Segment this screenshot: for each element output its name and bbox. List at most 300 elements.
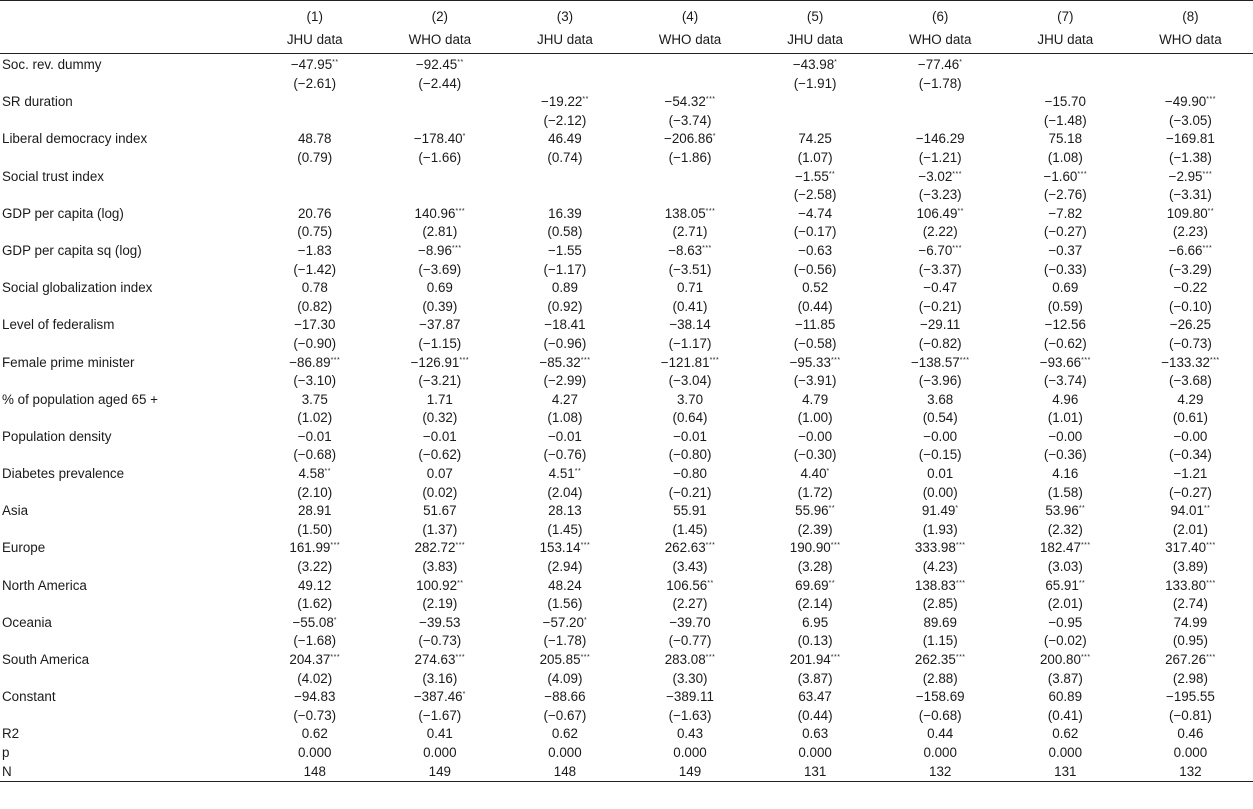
coefficient-value: −94.83 xyxy=(294,689,336,705)
coefficient-value: −1.21 xyxy=(1173,466,1208,482)
coefficient-value: 4.40 xyxy=(800,466,827,482)
stat-value: 148 xyxy=(553,763,577,779)
coefficient-value: 205.85 xyxy=(539,652,581,667)
tstat-cell xyxy=(377,186,502,205)
column-source-2: WHO data xyxy=(408,31,472,47)
tstat-cell: (0.32) xyxy=(422,410,458,426)
tstat-cell: (0.79) xyxy=(297,149,333,165)
tstat-cell: (−1.86) xyxy=(668,149,712,165)
variable-label: Social trust index xyxy=(2,168,104,184)
significance-stars: *** xyxy=(1202,170,1213,178)
tstat-cell: (−1.91) xyxy=(793,75,837,91)
tstat-cell: (−3.51) xyxy=(668,261,712,277)
tstat-cell: (−0.68) xyxy=(293,447,337,463)
coefficient-cell xyxy=(1128,577,1253,596)
coefficient-cell xyxy=(753,428,878,447)
coefficient-value: −0.01 xyxy=(422,428,457,444)
coefficient-value: 4.16 xyxy=(1052,466,1079,482)
coefficient-value: −2.95 xyxy=(1168,168,1203,184)
coefficient-value: 75.18 xyxy=(1048,131,1083,147)
coefficient-cell xyxy=(502,539,627,558)
tstat-cell: (−1.17) xyxy=(668,335,712,351)
coefficient-cell xyxy=(878,614,1003,633)
tstat-cell: (2.23) xyxy=(1172,224,1208,240)
tstat-cell: (4.02) xyxy=(297,670,333,686)
blank-label-cell xyxy=(0,335,252,354)
tstat-cell: (3.28) xyxy=(797,559,833,575)
coefficient-cell xyxy=(627,614,752,633)
column-source-6: WHO data xyxy=(908,31,972,47)
tstat-cell: (−0.21) xyxy=(668,484,712,500)
blank-label-cell xyxy=(0,670,252,689)
coefficient-value: 200.80 xyxy=(1039,652,1081,667)
variable-label: Population density xyxy=(2,428,112,444)
coefficient-cell xyxy=(377,316,502,335)
coefficient-cell xyxy=(878,651,1003,670)
tstat-cell: (−0.17) xyxy=(793,224,837,240)
coefficient-value: 4.51 xyxy=(548,466,575,482)
tstat-cell: (1.62) xyxy=(297,596,333,612)
table-body xyxy=(0,54,1253,782)
coefficient-value: 60.89 xyxy=(1048,689,1083,705)
coefficient-cell xyxy=(377,205,502,224)
coefficient-cell xyxy=(1128,354,1253,373)
coefficient-cell xyxy=(627,168,752,187)
coefficient-value: −8.96 xyxy=(418,242,452,258)
coefficient-cell xyxy=(1128,428,1253,447)
tstat-cell: (0.41) xyxy=(672,298,708,314)
coefficient-cell xyxy=(252,205,377,224)
coefficient-row xyxy=(0,428,1253,447)
tstat-cell: (−0.62) xyxy=(418,447,462,463)
coefficient-cell xyxy=(627,316,752,335)
coefficient-value: 51.67 xyxy=(423,503,457,519)
tstat-cell: (3.87) xyxy=(797,670,833,686)
coefficient-cell xyxy=(1003,614,1128,633)
stat-value: 0.000 xyxy=(798,744,832,760)
coefficient-cell xyxy=(753,242,878,261)
tstat-cell: (2.74) xyxy=(1172,596,1208,612)
coefficient-value: 16.39 xyxy=(548,205,582,221)
tstat-cell: (2.14) xyxy=(797,596,833,612)
coefficient-cell xyxy=(753,130,878,149)
coefficient-cell xyxy=(1003,242,1128,261)
tstat-cell xyxy=(1003,75,1128,94)
blank-label-cell xyxy=(0,186,252,205)
coefficient-value: 267.26 xyxy=(1165,652,1207,667)
coefficient-cell xyxy=(377,354,502,373)
coefficient-value: −0.22 xyxy=(1173,280,1208,296)
coefficient-value: 138.05 xyxy=(664,205,706,221)
coefficient-value: 4.96 xyxy=(1052,391,1079,407)
stat-value: 0.000 xyxy=(423,744,457,760)
coefficient-value: −6.70 xyxy=(918,242,953,258)
tstat-row xyxy=(0,261,1253,280)
stat-value: 132 xyxy=(929,763,952,779)
tstat-row xyxy=(0,372,1253,391)
coefficient-cell xyxy=(1003,316,1128,335)
coefficient-value: −6.66 xyxy=(1168,242,1203,258)
stat-row-n xyxy=(0,763,1253,782)
coefficient-value: −1.83 xyxy=(297,242,332,258)
tstat-cell: (−0.68) xyxy=(918,707,962,723)
coefficient-value: 3.68 xyxy=(927,391,954,407)
significance-stars: ** xyxy=(1207,207,1215,215)
significance-stars: ** xyxy=(332,59,339,66)
significance-stars: *** xyxy=(1206,542,1216,550)
coefficient-cell xyxy=(753,54,878,75)
coefficient-value: −138.57 xyxy=(910,354,960,370)
tstat-cell: (0.44) xyxy=(797,707,833,723)
coefficient-value: 282.72 xyxy=(414,540,456,556)
coefficient-value: 4.58 xyxy=(298,466,325,482)
tstat-cell: (−3.96) xyxy=(918,373,962,389)
tstat-cell: (−3.29) xyxy=(1169,261,1212,277)
coefficient-cell xyxy=(878,168,1003,187)
tstat-cell xyxy=(1128,75,1253,94)
variable-label: GDP per capita (log) xyxy=(2,205,124,221)
variable-label: Female prime minister xyxy=(2,354,135,370)
coefficient-value: 153.14 xyxy=(539,540,581,556)
coefficient-cell xyxy=(377,577,502,596)
column-number-6: (6) xyxy=(932,8,949,24)
significance-stars: *** xyxy=(830,654,841,661)
coefficient-value: 204.37 xyxy=(289,652,331,667)
coefficient-cell xyxy=(1003,93,1128,112)
coefficient-value: 182.47 xyxy=(1039,540,1081,556)
significance-stars: *** xyxy=(1080,542,1091,550)
coefficient-value: 106.49 xyxy=(916,205,958,221)
tstat-cell: (−0.36) xyxy=(1043,447,1087,463)
coefficient-value: −0.80 xyxy=(673,466,707,482)
significance-stars: ** xyxy=(707,579,714,587)
significance-stars: *** xyxy=(455,654,466,661)
coefficient-cell xyxy=(627,688,752,707)
tstat-cell: (1.50) xyxy=(297,521,333,537)
coefficient-cell xyxy=(878,54,1003,75)
blank-label-cell xyxy=(0,409,252,428)
coefficient-cell xyxy=(502,428,627,447)
coefficient-cell xyxy=(377,428,502,447)
tstat-cell: (0.58) xyxy=(547,224,583,240)
coefficient-row xyxy=(0,614,1253,633)
blank-label-cell xyxy=(0,446,252,465)
blank-label-cell xyxy=(0,484,252,503)
column-source-8: WHO data xyxy=(1159,31,1222,47)
coefficient-value: 55.96 xyxy=(795,503,829,519)
coefficient-value: −55.08 xyxy=(292,614,334,630)
coefficient-cell xyxy=(1128,130,1253,149)
coefficient-cell xyxy=(252,539,377,558)
significance-stars: ** xyxy=(457,59,464,66)
coefficient-row xyxy=(0,651,1253,670)
coefficient-value: 48.24 xyxy=(548,577,582,593)
stat-value: 0.000 xyxy=(548,744,582,760)
coefficient-row xyxy=(0,391,1253,410)
tstat-cell: (1.45) xyxy=(672,521,708,537)
coefficient-row xyxy=(0,130,1253,149)
coefficient-value: −26.25 xyxy=(1169,317,1212,333)
significance-stars: ** xyxy=(574,468,582,476)
tstat-cell: (3.89) xyxy=(1172,559,1208,575)
coefficient-cell xyxy=(1128,651,1253,670)
tstat-cell: (0.82) xyxy=(297,298,333,314)
coefficient-value: 0.69 xyxy=(1052,280,1079,296)
blank-label-cell xyxy=(0,632,252,651)
coefficient-cell xyxy=(377,279,502,298)
tstat-cell xyxy=(627,186,752,205)
coefficient-cell xyxy=(1003,391,1128,410)
coefficient-cell xyxy=(878,465,1003,484)
tstat-row xyxy=(0,149,1253,168)
coefficient-cell xyxy=(878,279,1003,298)
tstat-cell: (3.30) xyxy=(672,670,708,686)
variable-label: Level of federalism xyxy=(2,317,115,333)
variable-label: GDP per capita sq (log) xyxy=(2,242,142,258)
tstat-row xyxy=(0,632,1253,651)
coefficient-value: −11.85 xyxy=(794,317,836,333)
significance-stars: *** xyxy=(705,654,716,661)
column-number-4: (4) xyxy=(681,8,699,24)
significance-stars: ** xyxy=(1203,505,1211,513)
significance-stars: ** xyxy=(1078,579,1086,587)
significance-stars: *** xyxy=(330,654,341,661)
coefficient-cell xyxy=(753,688,878,707)
tstat-cell: (−0.82) xyxy=(918,335,962,351)
coefficient-cell xyxy=(1003,539,1128,558)
coefficient-value: −0.00 xyxy=(1048,428,1083,444)
coefficient-cell xyxy=(878,688,1003,707)
blank-label-cell xyxy=(0,223,252,242)
coefficient-value: −121.81 xyxy=(660,354,710,370)
tstat-cell: (2.32) xyxy=(1047,521,1083,537)
tstat-cell: (−3.37) xyxy=(918,261,962,277)
tstat-cell: (0.00) xyxy=(922,484,958,500)
coefficient-cell xyxy=(1128,465,1253,484)
coefficient-cell xyxy=(1003,279,1128,298)
coefficient-row xyxy=(0,54,1253,75)
tstat-cell: (−0.77) xyxy=(668,633,712,649)
coefficient-cell xyxy=(377,688,502,707)
coefficient-row xyxy=(0,242,1253,261)
tstat-cell xyxy=(878,112,1003,131)
coefficient-value: 55.91 xyxy=(673,503,707,519)
tstat-cell xyxy=(627,75,752,94)
coefficient-cell xyxy=(252,651,377,670)
tstat-cell: (1.58) xyxy=(1047,484,1083,500)
coefficient-value: −0.01 xyxy=(547,428,582,444)
tstat-cell: (1.72) xyxy=(797,484,833,500)
blank-label-cell xyxy=(0,372,252,391)
coefficient-cell xyxy=(878,242,1003,261)
coefficient-value: −86.89 xyxy=(289,354,331,370)
stat-value: 132 xyxy=(1179,763,1202,779)
coefficient-cell xyxy=(753,539,878,558)
tstat-cell: (0.75) xyxy=(297,224,333,240)
coefficient-value: 49.12 xyxy=(297,577,332,593)
tstat-cell: (−1.42) xyxy=(293,261,337,277)
stat-value: 0.62 xyxy=(551,726,578,742)
coefficient-cell xyxy=(627,279,752,298)
tstat-cell: (2.98) xyxy=(1172,670,1208,686)
coefficient-row xyxy=(0,539,1253,558)
tstat-cell: (−1.67) xyxy=(418,707,462,723)
tstat-cell: (−2.76) xyxy=(1043,187,1087,203)
coefficient-cell xyxy=(878,205,1003,224)
coefficient-value: −0.00 xyxy=(1173,428,1208,444)
tstat-cell: (0.39) xyxy=(422,298,458,314)
coefficient-value: 333.98 xyxy=(914,540,956,556)
variable-label: North America xyxy=(2,577,87,593)
tstat-cell xyxy=(502,75,627,94)
coefficient-value: −8.63 xyxy=(668,242,703,258)
significance-stars: *** xyxy=(1081,356,1091,364)
coefficient-value: 317.40 xyxy=(1165,540,1207,556)
coefficient-value: 274.63 xyxy=(414,652,456,667)
tstat-cell: (1.01) xyxy=(1047,410,1083,426)
tstat-cell: (−3.69) xyxy=(418,261,462,277)
coefficient-value: 6.95 xyxy=(802,614,829,630)
coefficient-value: 4.79 xyxy=(802,391,829,407)
coefficient-value: 0.89 xyxy=(551,280,578,296)
significance-stars: *** xyxy=(455,542,466,550)
coefficient-cell xyxy=(502,577,627,596)
stat-value: 131 xyxy=(803,763,827,779)
coefficient-value: −389.11 xyxy=(666,689,714,705)
coefficient-value: 106.56 xyxy=(666,577,708,593)
tstat-cell xyxy=(252,186,377,205)
coefficient-cell xyxy=(252,577,377,596)
coefficient-cell xyxy=(377,93,502,112)
tstat-cell: (3.87) xyxy=(1047,670,1083,686)
blank-label-cell xyxy=(0,595,252,614)
coefficient-value: 262.63 xyxy=(664,540,706,556)
coefficient-cell xyxy=(252,93,377,112)
variable-label: Europe xyxy=(2,540,46,556)
tstat-row xyxy=(0,484,1253,503)
coefficient-value: −93.66 xyxy=(1039,354,1082,370)
tstat-cell: (0.64) xyxy=(672,410,708,426)
coefficient-row xyxy=(0,279,1253,298)
blank-label-cell xyxy=(0,521,252,540)
tstat-cell: (3.03) xyxy=(1047,559,1083,575)
tstat-cell: (1.56) xyxy=(547,596,583,612)
significance-stars: *** xyxy=(580,654,591,661)
tstat-cell: (0.02) xyxy=(422,484,458,500)
coefficient-row xyxy=(0,502,1253,521)
coefficient-value: 161.99 xyxy=(289,540,331,556)
tstat-cell: (2.01) xyxy=(1047,596,1083,612)
coefficient-cell xyxy=(502,354,627,373)
significance-stars: *** xyxy=(830,356,841,364)
variable-label: Social globalization index xyxy=(2,280,153,296)
tstat-cell: (4.09) xyxy=(547,670,583,686)
tstat-row xyxy=(0,409,1253,428)
coefficient-cell xyxy=(1128,168,1253,187)
coefficient-value: 109.80 xyxy=(1166,205,1208,221)
coefficient-cell xyxy=(627,391,752,410)
significance-stars: ** xyxy=(324,468,331,476)
coefficient-row xyxy=(0,205,1253,224)
stat-value: 0.46 xyxy=(1177,726,1204,742)
significance-stars: *** xyxy=(1209,356,1220,364)
tstat-cell: (1.07) xyxy=(797,149,833,165)
significance-stars: *** xyxy=(705,96,716,104)
tstat-cell: (1.37) xyxy=(422,521,458,537)
coefficient-cell xyxy=(1003,428,1128,447)
tstat-cell: (0.54) xyxy=(922,410,958,426)
tstat-cell: (−0.56) xyxy=(793,261,837,277)
tstat-cell: (0.13) xyxy=(797,633,833,649)
stat-value: 0.000 xyxy=(673,744,707,760)
tstat-row xyxy=(0,75,1253,94)
variable-label: SR duration xyxy=(2,94,73,110)
tstat-cell: (−0.21) xyxy=(918,298,962,314)
tstat-cell: (−3.31) xyxy=(1169,187,1212,203)
coefficient-cell xyxy=(502,54,627,75)
significance-stars: ** xyxy=(582,96,589,104)
significance-stars: *** xyxy=(1202,244,1213,252)
tstat-cell: (−2.12) xyxy=(543,112,587,128)
column-number-8: (8) xyxy=(1182,8,1199,24)
coefficient-cell xyxy=(878,130,1003,149)
coefficient-value: −85.32 xyxy=(539,354,581,370)
tstat-cell: (3.83) xyxy=(422,559,458,575)
coefficient-value: −29.11 xyxy=(920,317,961,333)
tstat-cell: (2.27) xyxy=(672,596,708,612)
coefficient-cell xyxy=(753,577,878,596)
tstat-cell: (2.71) xyxy=(672,224,708,240)
significance-stars: ** xyxy=(1078,505,1086,513)
tstat-cell: (−0.33) xyxy=(1043,261,1087,277)
coefficient-value: 91.49 xyxy=(921,503,956,519)
coefficient-value: 28.91 xyxy=(297,503,332,519)
coefficient-cell xyxy=(377,539,502,558)
tstat-cell: (−2.44) xyxy=(418,75,462,91)
coefficient-cell xyxy=(878,577,1003,596)
stat-value: 149 xyxy=(678,763,702,779)
coefficient-value: −3.02 xyxy=(918,168,953,184)
tstat-cell: (2.81) xyxy=(422,224,458,240)
significance-stars: *** xyxy=(709,356,720,364)
stat-label: N xyxy=(2,763,12,779)
coefficient-cell xyxy=(1003,168,1128,187)
coefficient-cell xyxy=(377,168,502,187)
tstat-cell: (2.39) xyxy=(797,521,833,537)
tstat-row xyxy=(0,521,1253,540)
coefficient-cell xyxy=(502,168,627,187)
tstat-cell: (−0.80) xyxy=(668,447,712,463)
tstat-row xyxy=(0,335,1253,354)
coefficient-cell xyxy=(1003,688,1128,707)
tstat-cell: (2.85) xyxy=(922,596,958,612)
coefficient-cell xyxy=(627,577,752,596)
significance-stars: ** xyxy=(957,207,964,215)
coefficient-row xyxy=(0,465,1253,484)
coefficient-value: −0.01 xyxy=(673,428,707,444)
tstat-cell: (−0.76) xyxy=(543,447,587,463)
coefficient-cell xyxy=(878,391,1003,410)
coefficient-cell xyxy=(627,651,752,670)
coefficient-cell xyxy=(753,391,878,410)
coefficient-value: −0.37 xyxy=(1048,242,1083,258)
coefficient-cell xyxy=(627,502,752,521)
coefficient-value: −1.55 xyxy=(547,242,582,258)
significance-stars: ** xyxy=(828,170,836,178)
coefficient-cell xyxy=(502,651,627,670)
header-blank-cell xyxy=(0,0,252,27)
significance-stars: *** xyxy=(451,244,462,252)
